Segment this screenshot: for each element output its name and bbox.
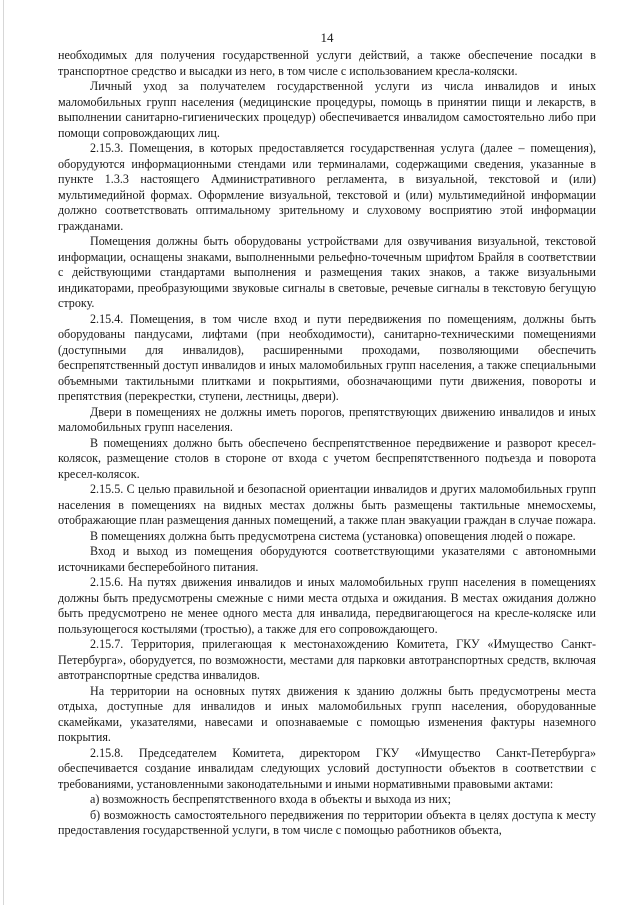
paragraph: 2.15.4. Помещения, в том числе вход и пути передвижения по помещениям, должны быть оборудованы пандусами, лифтами (при необходимости), санитарно-техническими помещениями (доступными для инвалидов), расширенными проходами, позволяющими обеспечить беспрепятственный доступ инвалидов и иных маломобильных групп населения, а также специальными объемными тактильными плитками и покрытиями, обозначающими пути движения, повороты и препятствия (перекрестки, ступени, лестницы, двери). [58,311,596,403]
paragraph: а) возможность беспрепятственного входа в объекты и выхода из них; [90,792,451,806]
paragraph: 2.15.7. Территория, прилегающая к местонахождению Комитета, ГКУ «Имущество Санкт-Петербурга», оборудуется, по возможности, местами для парковки автотранспортных средств, включая автотранспортные средства инвалидов. [58,637,596,682]
paragraph: В помещениях должна быть предусмотрена система (установка) оповещения людей о пожаре. [90,528,576,543]
paragraph: 2.15.6. На путях движения инвалидов и иных маломобильных групп населения в помещениях должны быть предусмотрены смежные с ними места отдыха и ожидания. В местах ожидания должно быть предусмотрено не менее одного места для инвалида, передвигающегося на кресле-коляске или пользующегося костылями (тростью), а также для его сопровождающего. [58,575,596,636]
page-number: 14 [320,30,334,45]
paragraph: Помещения должны быть оборудованы устройствами для озвучивания визуальной, текстовой информации, оснащены знаками, выполненными рельефно-точечным шрифтом Брайля в соответствии с действующими стандартами выполнения и размещения таких знаков, а также визуальными индикаторами, преобразующими звуковые сигналы в световые, речевые сигналы в текстовую бегущую строку. [58,234,596,310]
paragraph: В помещениях должно быть обеспечено беспрепятственное передвижение и разворот кресел-колясок, размещение столов в стороне от входа с учетом беспрепятственного подъезда и поворота кресел-колясок. [58,435,596,481]
paragraph: 2.15.5. С целью правильной и безопасной ориентации инвалидов и других маломобильных групп населения в помещениях на видных местах должны быть размещены тактильные мнемосхемы, отображающие план размещения данных помещений, а также план эвакуации граждан в случае пожара. [58,482,596,527]
document-body [58,48,596,839]
paragraph: 2.15.3. Помещения, в которых предоставляется государственная услуга (далее – помещения), оборудуются информационными стендами или терминалами, содержащими сведения, указанные в пункте 1.3.3 настоящего Административного регламента, в визуальной, текстовой и (или) мультимедийной формах. Оформление визуальной, текстовой и (или) мультимедийной информации должно соответствовать оптимальному зрительному и слуховому восприятию этой информации гражданами. [58,141,596,233]
paragraph: Личный уход за получателем государственной услуги из числа инвалидов и иных маломобильных групп населения (медицинские процедуры, помощь в принятии пищи и лекарств, в выполнении санитарно-гигиенических процедур) обеспечивается инвалидом самостоятельно либо при помощи сопровождающих лиц. [58,79,596,140]
paragraph: Вход и выход из помещения оборудуются соответствующими указателями с автономными источниками бесперебойного питания. [58,544,596,574]
paragraph: б) возможность самостоятельного передвижения по территории объекта в целях доступа к месту предоставления государственной услуги, в том числе с помощью работников объекта, [58,807,596,837]
paragraph: Двери в помещениях не должны иметь порогов, препятствующих движению инвалидов и иных маломобильных групп населения. [58,404,596,434]
paragraph: необходимых для получения государственной услуги действий, а также обеспечение посадки в транспортное средство и высадки из него, в том числе с использованием кресла-коляски. [58,48,596,78]
paragraph: 2.15.8. Председателем Комитета, директором ГКУ «Имущество Санкт-Петербурга» обеспечивается создание инвалидам следующих условий доступности объектов в соответствии с требованиями, установленными законодательными и иными нормативными правовыми актами: [58,745,596,791]
paragraph: На территории на основных путях движения к зданию должны быть предусмотрены места отдыха, доступные для инвалидов и иных маломобильных групп населения, оборудованные скамейками, указателями, навесами и опознаваемые с помощью изменения фактуры наземного покрытия. [58,683,596,744]
